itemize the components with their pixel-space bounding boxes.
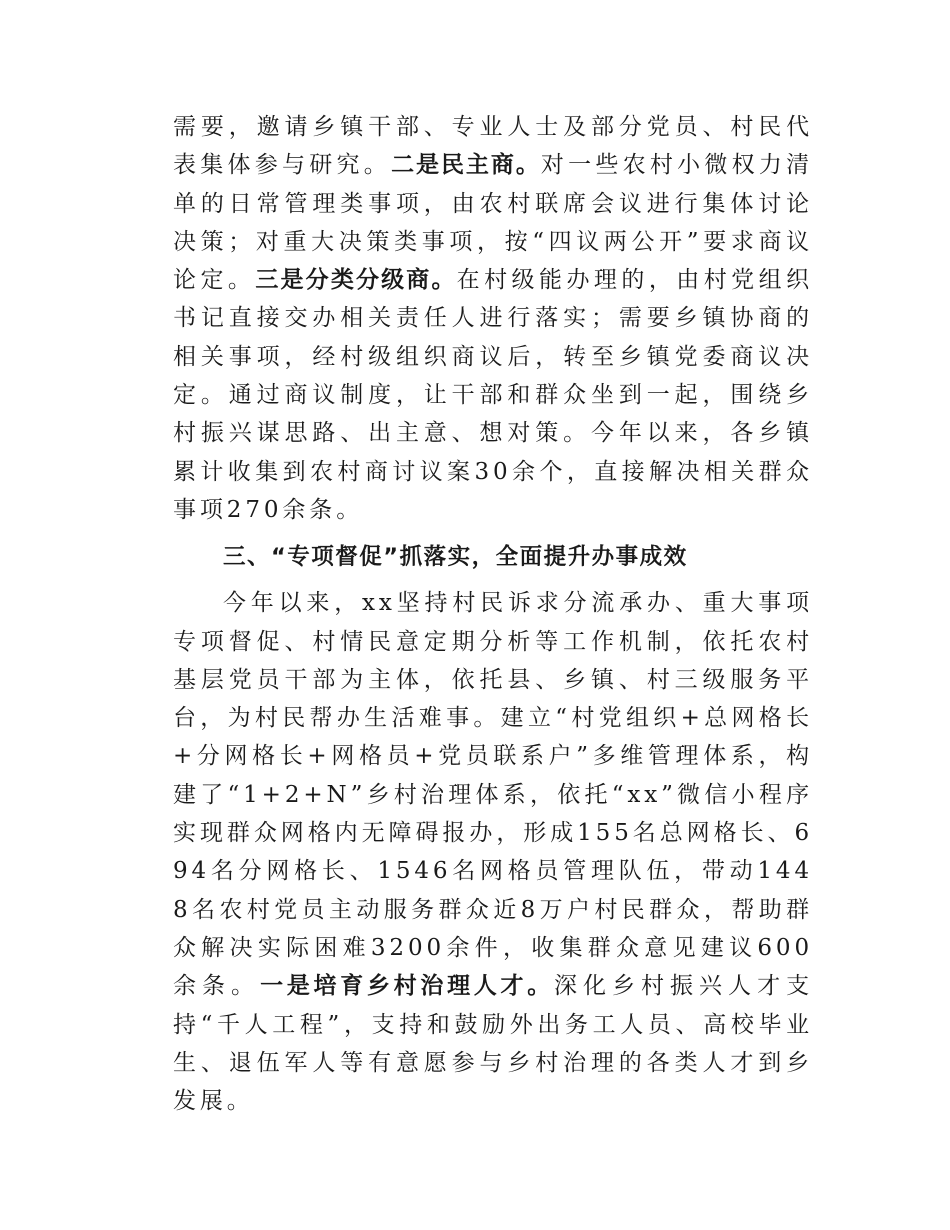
para2-text-2: 深化乡村振兴人才支持“千人工程”，支持和鼓励外出务工人员、高校毕业生、退伍军人等有意愿参与乡村治理的各类人才到乡发展。 [173,973,813,1115]
para1-bold-point-3: 三是分类分级商。 [255,267,457,294]
document-page [173,108,813,1120]
para2-text-1: 今年以来，xx坚持村民诉求分流承办、重大事项专项督促、村情民意定期分析等工作机制，依托农村基层党员干部为主体，依托县、乡镇、村三级服务平台，为村民帮办生活难事。建立“村党组织+总网格长+分网格长+网格员+党员联系户”多维管理体系，构建了“1+2+N”乡村治理体系，依托“xx”微信小程序实现群众网格内无障碍报办，形成155名总网格长、694名分网格长、1546名网格员管理队伍，带动1448名农村党员主动服务群众近8万户村民群众，帮助群众解决实际困难3200余件，收集群众意见建议600余条。 [173,590,813,1000]
para2-bold-point-1: 一是培育乡村治理人才。 [260,973,554,1000]
para1-text-2: 对一些农村小微权力清单的日常管理类事项，由农村联席会议进行集体讨论决策；对重大决策类事项，按“四议两公开”要求商议论定。 [173,152,814,294]
section-heading-3: 三、“专项督促”抓落实，全面提升办事成效 [223,544,688,571]
para1-text-3: 在村级能办理的，由村党组织书记直接交办相关责任人进行落实；需要乡镇协商的相关事项，经村级组织商议后，转至乡镇党委商议决定。通过商议制度，让干部和群众坐到一起，围绕乡村振兴谋思路、出主意、想对策。今年以来，各乡镇累计收集到农村商讨议案30余个，直接解决相关群众事项270余条。 [173,267,813,523]
para1-text-1: 需要，邀请乡镇干部、专业人士及部分党员、村民代表集体参与研究。 [173,114,813,179]
paragraph-2 [173,584,813,1120]
para1-bold-point-2: 二是民主商。 [391,152,541,179]
paragraph-1 [173,108,813,529]
